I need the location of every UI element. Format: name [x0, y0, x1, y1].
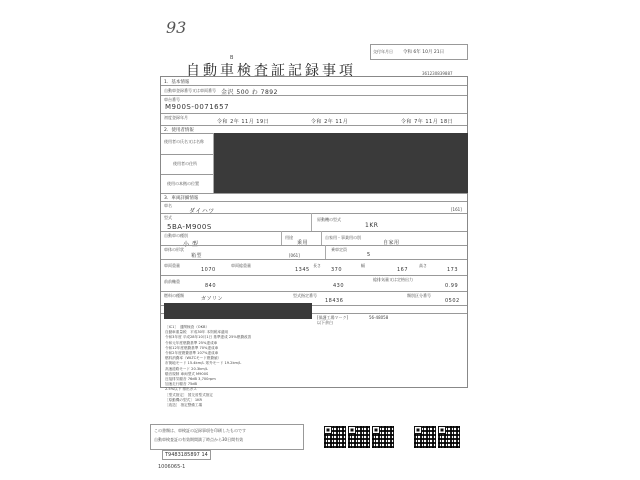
vin-label: 車台番号 — [164, 97, 180, 102]
capacity: 5 — [367, 252, 371, 258]
engine-label: 原動機の型式 — [317, 217, 341, 222]
body-label: 車体の形状 — [164, 247, 184, 252]
engine: 1KR — [365, 222, 379, 229]
sheet-letter: B — [230, 55, 234, 61]
note-line: 自動車重量税 平成30年 本則税率適用 — [165, 330, 229, 335]
reg-number: 金沢 500 わ 7892 — [221, 89, 278, 96]
note-line: 近接排気騒音 76dB 3,700rpm — [165, 377, 216, 382]
notes-list — [165, 325, 251, 408]
equipment-value: 56-48058 — [369, 315, 389, 320]
redacted-user-block — [214, 133, 468, 193]
body: 箱型 — [191, 253, 203, 259]
model: 5BA-M900S — [167, 223, 212, 231]
note-line: 燃料消費率（WLTCモード燃費値） — [165, 356, 222, 361]
note-line: 高速道路モード 20.3km/L — [165, 366, 208, 371]
type-number: 18436 — [325, 298, 344, 304]
gross-label: 車両総重量 — [231, 263, 251, 268]
user-address-label: 使用者の住所 — [173, 161, 197, 166]
model-label: 型式 — [164, 215, 172, 220]
note-line: 令和12年度燃費基準 70%達成車 — [165, 345, 219, 350]
gross: 1345 — [295, 267, 310, 273]
date-box — [370, 44, 468, 60]
private-label: 自家用・事業用の別 — [325, 235, 361, 240]
note-line: ［原動機の型式］ 1KR — [165, 397, 203, 402]
note-line: 令和元年度燃費基準 25%達成車 — [165, 340, 218, 345]
base-label: 使用の本拠の位置 — [167, 181, 199, 186]
note-line: ［型式指定］ 国交省型式指定 — [165, 392, 213, 397]
expiry-date: 令和 2年 11月 — [311, 119, 349, 125]
note-line: ［IC1］ 通関検査（OKB） — [165, 325, 210, 329]
footer-line2: 自動車検査証の有効期間満了時点から30日間有効 — [154, 437, 244, 442]
qr-code-icon — [372, 426, 394, 448]
maker: ダイハツ — [189, 208, 215, 215]
note-line: 市街地モード 15.4km/L 郊外モード 19.2km/L — [165, 361, 242, 366]
doc-code: 361230839887 — [422, 71, 453, 76]
note-line: 騒音規制 車両型式 M900S — [165, 371, 209, 376]
use: 乗用 — [297, 240, 309, 246]
user-name-label: 使用者の氏名又は名称 — [164, 139, 204, 144]
section3-header: 3．車両詳細情報 — [164, 196, 199, 201]
first-reg: 令和 2年 11月 19日 — [217, 119, 270, 125]
date-issued-label: 交付年月日 — [373, 49, 393, 54]
page-title: 自動車検査証記録事項 — [186, 63, 356, 79]
body-code: [061] — [289, 253, 300, 258]
record-frame — [160, 76, 468, 408]
height: 173 — [447, 267, 459, 273]
section2-header: 2．使用者情報 — [164, 128, 194, 133]
axle-label: 前前軸重 — [164, 279, 180, 284]
footer-box — [150, 424, 304, 450]
note-line: 加速走行騒音 75dB — [165, 382, 198, 387]
footer-code: T9483185897 14 — [162, 450, 211, 460]
length-label: 長さ — [313, 263, 321, 268]
weight-label: 車両重量 — [164, 263, 180, 268]
first-reg-label: 初度登録年月 — [164, 115, 188, 120]
maker-code: [161] — [451, 207, 462, 212]
private: 自家用 — [383, 240, 400, 246]
type-label: 型式指定番号 — [293, 293, 317, 298]
handwritten-number: 93 — [166, 18, 187, 37]
length: 370 — [331, 267, 343, 273]
height-label: 高さ — [419, 263, 427, 268]
note-line: 2.5%以下 排出ガス — [165, 387, 197, 392]
width: 167 — [397, 267, 409, 273]
capacity-label: 乗車定員 — [331, 247, 347, 252]
qr-code-icon — [414, 426, 436, 448]
note-line: 令和3年度 平成28年10月1日 基準達成 25%燃費改善 — [165, 335, 252, 340]
redacted-note-block — [164, 303, 312, 319]
maker-label: 車名 — [164, 203, 172, 208]
footer-line1: この書類は、車検証の記録事項を印刷したものです — [154, 428, 246, 433]
displacement-label: 総排気量又は定格出力 — [373, 277, 413, 282]
width-label: 幅 — [361, 263, 365, 268]
weight: 1070 — [201, 267, 216, 273]
category-label: 類別区分番号 — [407, 293, 431, 298]
expiry-date-2: 令和 7年 11月 18日 — [401, 119, 454, 125]
fuel-label: 燃料の種類 — [164, 293, 184, 298]
note-line: ［改造］ 指定整備工場 — [165, 403, 203, 408]
equipment-label: [保護工場マーク] — [317, 315, 349, 320]
qr-code-icon — [348, 426, 370, 448]
displacement: 0.99 — [445, 283, 459, 289]
section1-header: 1．基本情報 — [164, 80, 190, 85]
purpose-label: 自動車の種別 — [164, 233, 188, 238]
equipment-sub: 以下余白 — [317, 320, 333, 325]
qr-code-icon — [324, 426, 346, 448]
purpose: 小 型 — [183, 241, 199, 248]
axle-1: 840 — [205, 283, 217, 289]
page-code: 1006065-1 — [158, 464, 186, 470]
reg-number-label: 自動車登録番号又は車両番号 — [164, 88, 216, 93]
date-issued: 令和 6年 10月 21日 — [403, 50, 445, 55]
use-label: 用途 — [285, 235, 293, 240]
qr-code-icon — [438, 426, 460, 448]
axle-2: 430 — [333, 283, 345, 289]
fuel: ガソリン — [201, 296, 224, 302]
category-number: 0502 — [445, 298, 460, 304]
vin: M900S-0071657 — [165, 103, 230, 111]
note-line: 令和2年度燃費基準 107%達成車 — [165, 351, 219, 356]
